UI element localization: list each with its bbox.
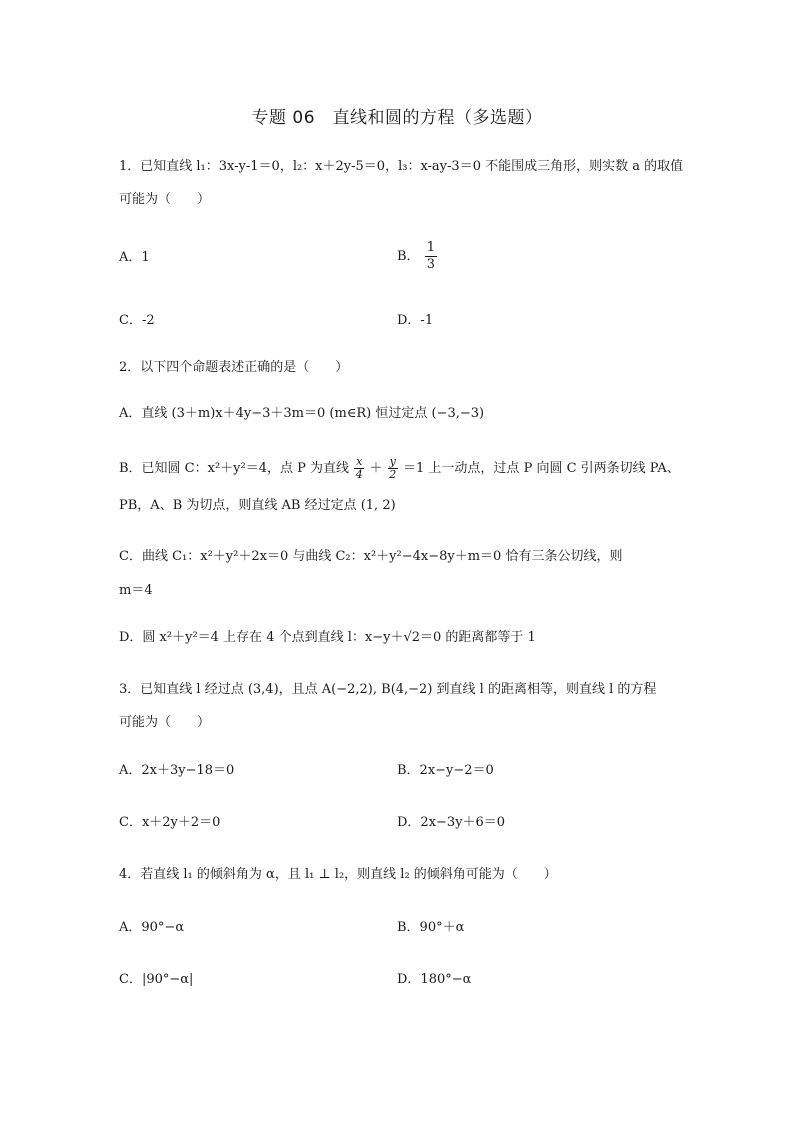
q1-option-b-label: B． [397,249,420,264]
q3-option-b: B．2x−y−2＝0 [397,763,494,778]
q4-option-d: D．180°−α [397,972,472,987]
q1-option-d: D．-1 [397,313,434,328]
q2-fraction-num: y [389,455,396,468]
q2-fraction-den: 4 [355,468,363,481]
q1-stem-line1: 1．已知直线 l₁：3x-y-1＝0，l₂：x＋2y-5＝0，l₃：x-ay-3＝0 不能围成三角形，则实数 a 的取值 [119,159,684,174]
q2-option-c-line2: m＝4 [119,583,153,598]
q1-stem-line2: 可能为（ ） [119,192,211,207]
q4-stem: 4．若直线 l₁ 的倾斜角为 α，且 l₁ ⊥ l₂，则直线 l₂ 的倾斜角可能为（ ） [119,867,557,882]
q1-option-b-denominator: 3 [426,257,435,272]
q2-fraction-x-over-4 [354,456,364,481]
q4-option-a: A．90°−α [119,920,185,935]
q2-option-a: A．直线 (3＋m)x＋4y−3＋3m＝0 (m∈R) 恒过定点 (−3,−3) [119,406,485,421]
q2-stem: 2．以下四个命题表述正确的是（ ） [119,360,349,375]
q2-option-b-line2: PB，A、B 为切点，则直线 AB 经过定点 (1, 2) [119,498,396,513]
q2-option-b-line1 [119,456,680,481]
q1-option-c: C．-2 [119,313,155,328]
q4-option-b: B．90°＋α [397,920,465,935]
q2-option-d: D．圆 x²＋y²＝4 上存在 4 个点到直线 l：x−y＋√2＝0 的距离都等于 1 [119,630,536,645]
q2-fraction-num: x [356,455,363,468]
q3-stem-line1: 3．已知直线 l 经过点 (3,4)，且点 A(−2,2), B(4,−2) 到直线 l 的距离相等，则直线 l 的方程 [119,682,657,697]
page-title: 专题 06 直线和圆的方程（多选题） [251,108,543,128]
q1-option-b-fraction [425,240,437,273]
q3-option-d: D．2x−3y＋6＝0 [397,815,506,830]
q2-option-b-post: ＝1 上一动点，过点 P 向圆 C 引两条切线 PA、 [403,461,680,476]
q3-option-c: C．x＋2y＋2＝0 [119,815,221,830]
q3-option-a: A．2x＋3y−18＝0 [119,763,235,778]
q1-option-b-numerator: 1 [426,240,435,255]
q2-plus-sign: ＋ [369,461,383,476]
q1-option-b [397,240,438,273]
q2-fraction-y-over-2 [388,456,398,481]
q2-option-c-line1: C．曲线 C₁：x²＋y²＋2x＝0 与曲线 C₂：x²＋y²−4x−8y＋m＝0 恰有三条公切线，则 [119,549,623,564]
q1-option-a: A．1 [119,250,150,265]
q2-option-b-pre: B．已知圆 C：x²＋y²＝4，点 P 为直线 [119,461,354,476]
q3-stem-line2: 可能为（ ） [119,715,211,730]
q4-option-c: C．|90°−α| [119,972,194,987]
q2-fraction-den: 2 [389,468,397,481]
